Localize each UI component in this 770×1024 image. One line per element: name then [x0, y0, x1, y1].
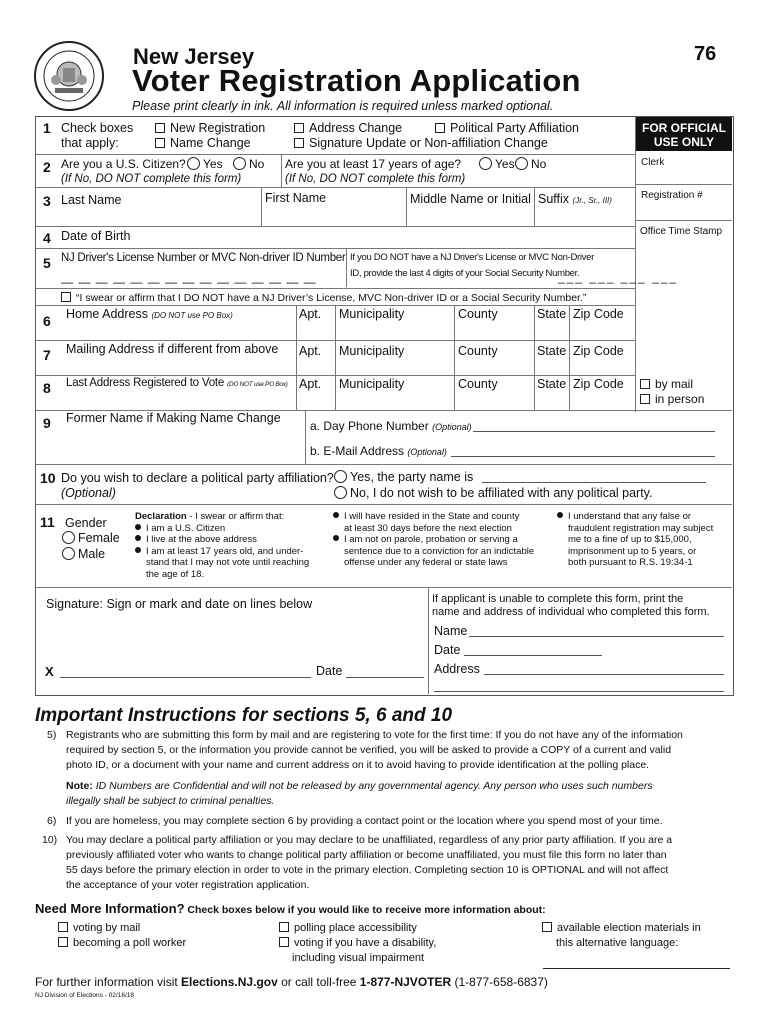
disability-label: voting if you have a disability,	[294, 937, 437, 949]
instruction-10	[66, 833, 736, 893]
day-phone-field[interactable]	[310, 419, 472, 433]
section-1-number: 1	[43, 120, 51, 136]
decl-address	[135, 534, 335, 546]
citizen-question: Are you a U.S. Citizen?	[61, 157, 186, 171]
drivers-license-label[interactable]: NJ Driver's License Number or MVC Non-driver ID Number	[61, 252, 346, 264]
gender-female-label: Female	[78, 531, 120, 545]
section-4-number: 4	[43, 230, 51, 246]
assistant-date-label: Date	[434, 643, 461, 657]
form-title: Voter Registration Application	[132, 63, 581, 98]
in-person-label: in person	[655, 392, 705, 406]
name-change-checkbox[interactable]	[155, 136, 251, 150]
citizen-no-label: No	[249, 157, 265, 171]
age-note: (If No, DO NOT complete this form)	[285, 173, 466, 185]
decl-parole-text-3: offense under any federal or state laws	[344, 557, 508, 568]
instruction-5-line-1: Registrants who are submitting this form by mail and are registering to vote for the first time: If you do not have any of the information	[66, 729, 683, 741]
suffix-field[interactable]	[538, 192, 612, 206]
decl-age	[135, 546, 335, 558]
license-number-field[interactable]: — — — — — — — — — — — — — — —	[61, 275, 317, 289]
decl-false-reg-text: I understand that any false or	[568, 511, 692, 522]
state-name: New Jersey	[133, 44, 255, 69]
alt-language-checkbox[interactable]	[542, 921, 701, 936]
form-number: 76	[694, 43, 717, 65]
age-question: Are you at least 17 years of age?	[285, 157, 462, 171]
instruction-5-number: 5)	[47, 729, 57, 741]
disability-checkbox[interactable]	[279, 936, 436, 951]
age-yes-label: Yes	[495, 157, 515, 171]
instruction-6-number: 6)	[47, 815, 57, 827]
day-phone-optional: (Optional)	[432, 422, 472, 432]
clerk-label: Clerk	[641, 157, 665, 168]
by-mail-label: by mail	[655, 377, 694, 391]
gender-label: Gender	[65, 516, 107, 530]
state-seal	[33, 40, 105, 112]
day-phone-label: a. Day Phone Number	[310, 419, 429, 433]
decl-parole-text: I am not on parole, probation or serving a	[344, 534, 518, 545]
declaration-title: Declaration	[135, 511, 187, 522]
last-zip-label[interactable]: Zip Code	[573, 377, 624, 391]
home-address-label: Home Address	[66, 307, 148, 321]
home-county-label[interactable]: County	[458, 307, 498, 321]
party-no-radio[interactable]	[334, 486, 652, 500]
age-yes-radio[interactable]	[479, 157, 515, 171]
section-6-number: 6	[43, 313, 51, 329]
party-question: Do you wish to declare a political party affiliation?	[61, 471, 334, 485]
first-name-label[interactable]: First Name	[265, 191, 327, 205]
ssn-digits-field[interactable]: ___ ___ ___ ___	[558, 270, 679, 284]
accessibility-checkbox[interactable]	[279, 921, 417, 936]
by-mail-checkbox[interactable]	[640, 377, 693, 391]
confidential-note-line-2: illegally shall be subject to criminal penalties.	[66, 795, 275, 807]
voting-by-mail-checkbox[interactable]	[58, 921, 140, 936]
confidential-note	[66, 779, 736, 809]
decl-false-reg	[557, 511, 729, 523]
party-yes-radio[interactable]	[334, 470, 473, 484]
footer-phone-numeric: (1-877-658-6837)	[451, 975, 548, 989]
confidential-note-line-1	[66, 779, 736, 794]
middle-name-label[interactable]: Middle Name or Initial	[410, 192, 531, 206]
name-change-label: Name Change	[170, 136, 251, 150]
section-3-number: 3	[43, 193, 51, 209]
ssn-alt-line-1: If you DO NOT have a NJ Driver's License or MVC Non-Driver	[350, 252, 594, 263]
no-id-affirm-checkbox[interactable]	[61, 292, 586, 304]
assistant-address-line-2[interactable]	[434, 691, 724, 692]
office-time-stamp-label: Office Time Stamp	[640, 226, 723, 237]
signature-date-line[interactable]	[346, 677, 424, 678]
no-id-affirm-label: “I swear or affirm that I DO NOT have a NJ Driver’s License, MVC Non-driver ID or a Social Security Number.”	[76, 292, 587, 304]
instruction-6: If you are homeless, you may complete section 6 by providing a contact point or the location where you spend most of your time.	[66, 815, 663, 827]
declaration-heading	[135, 511, 335, 523]
party-no-label: No, I do not wish to be affiliated with any political party.	[350, 486, 653, 500]
footer-pre: For further information visit	[35, 975, 182, 989]
footer-division: NJ Division of Elections - 02/16/18	[35, 992, 134, 999]
assistant-note-2: name and address of individual who completed this form.	[432, 606, 710, 618]
last-registered-address-label: Last Address Registered to Vote	[66, 377, 225, 389]
declaration-col-1	[135, 511, 335, 580]
mailing-municipality-label[interactable]: Municipality	[339, 344, 405, 358]
assistant-address-label: Address	[434, 662, 480, 676]
assistant-date-line[interactable]	[464, 655, 602, 656]
disability-label-2: including visual impairment	[292, 952, 425, 964]
footer-phone[interactable]: 1-877-NJVOTER	[359, 975, 452, 989]
age-no-radio[interactable]	[515, 157, 546, 171]
poll-worker-checkbox[interactable]	[58, 936, 186, 951]
check-boxes-label: Check boxes	[61, 121, 134, 135]
official-use-header	[636, 117, 732, 151]
home-address-field[interactable]	[66, 307, 233, 321]
decl-address-text: I live at the above address	[146, 534, 257, 545]
alt-language-label: available election materials in	[557, 922, 701, 934]
gender-male-label: Male	[78, 547, 106, 561]
date-of-birth-label[interactable]: Date of Birth	[61, 229, 131, 243]
assistant-name-label: Name	[434, 624, 468, 638]
alt-language-label-2: this alternative language:	[556, 937, 679, 949]
mailing-apt-label[interactable]: Apt.	[299, 344, 322, 358]
official-heading-1: FOR OFFICIAL	[642, 121, 726, 135]
mailing-zip-label[interactable]: Zip Code	[573, 344, 624, 358]
section-8-number: 8	[43, 380, 51, 396]
suffix-label: Suffix	[538, 192, 570, 206]
home-state-label[interactable]: State	[537, 307, 567, 321]
declaration-col-3	[557, 511, 729, 569]
citizen-yes-radio[interactable]	[187, 157, 223, 171]
decl-citizen	[135, 523, 335, 535]
last-municipality-label[interactable]: Municipality	[339, 377, 405, 391]
gender-female-radio[interactable]	[62, 531, 120, 545]
email-label: b. E-Mail Address	[310, 444, 405, 458]
note-label: Note:	[66, 780, 93, 792]
party-affiliation-label: Political Party Affiliation	[450, 121, 579, 135]
instruction-5	[66, 728, 736, 773]
new-registration-label: New Registration	[170, 121, 266, 135]
party-affiliation-checkbox[interactable]	[435, 121, 579, 135]
decl-false-reg-text-5: both pursuant to R.S. 19:34-1	[568, 557, 693, 568]
decl-false-reg-text-2: fraudulent registration may subject	[568, 522, 714, 534]
declaration-col-2	[333, 511, 558, 569]
suffix-note: (Jr., Sr., III)	[572, 196, 612, 205]
declaration-intro: - I swear or affirm that:	[186, 511, 285, 522]
last-state-label[interactable]: State	[537, 377, 567, 391]
official-heading-2: USE ONLY	[653, 135, 715, 149]
ssn-alt-line-2: ID, provide the last 4 digits of your Social Security Number.	[350, 268, 580, 279]
decl-age-text-2: stand that I may not vote until reaching	[146, 557, 310, 568]
email-field[interactable]	[310, 444, 447, 458]
decl-parole	[333, 534, 558, 546]
mailing-address-label[interactable]: Mailing Address if different from above	[66, 342, 279, 356]
decl-false-reg-text-3: me to a fine of up to $15,000,	[568, 534, 692, 545]
former-name-label[interactable]: Former Name if Making Name Change	[66, 411, 281, 425]
decl-residence-text: I will have resided in the State and county	[344, 511, 520, 522]
assistant-name-line[interactable]	[469, 636, 724, 637]
last-registered-address-note: (DO NOT use PO Box)	[227, 381, 288, 388]
citizen-note: (If No, DO NOT complete this form)	[61, 173, 242, 185]
address-change-label: Address Change	[309, 121, 403, 135]
more-info-heading	[35, 900, 546, 918]
instructions-heading: Important Instructions for sections 5, 6 and 10	[35, 705, 453, 726]
instruction-10-line-4: the acceptance of your voter registration application.	[66, 879, 310, 891]
gender-male-radio[interactable]	[62, 547, 105, 561]
party-optional: (Optional)	[61, 486, 116, 500]
instruction-10-line-2: previously affiliated voter who wants to change political party affiliation or become unaffiliated, you must file this form no later than	[66, 849, 667, 861]
footer-website-link[interactable]: Elections.NJ.gov	[181, 975, 278, 989]
more-info-title: Need More Information?	[35, 901, 185, 916]
new-registration-checkbox[interactable]	[155, 121, 265, 135]
decl-parole-text-2: sentence due to a conviction for an indictable	[344, 545, 535, 557]
poll-worker-label: becoming a poll worker	[73, 937, 187, 949]
more-info-subtitle: Check boxes below if you would like to receive more information about:	[184, 904, 546, 916]
age-no-label: No	[531, 157, 547, 171]
decl-residence	[333, 511, 558, 523]
instruction-5-line-2: required by section 5, or the information you provide cannot be verified, you will be asked to provide a COPY of a current and valid	[66, 744, 672, 756]
instruction-10-line-1: You may declare a political party affiliation or you may declare to be unaffiliated, regardless of any prior party affiliation. If you are a	[66, 834, 673, 846]
voting-by-mail-label: voting by mail	[73, 922, 141, 934]
email-optional: (Optional)	[407, 447, 447, 457]
signature-update-label: Signature Update or Non-affiliation Change	[309, 136, 548, 150]
address-change-checkbox[interactable]	[294, 121, 402, 135]
citizen-yes-label: Yes	[203, 157, 223, 171]
signature-update-checkbox[interactable]	[294, 136, 548, 150]
decl-false-reg-text-4: imprisonment up to 5 years, or	[568, 545, 697, 557]
home-zip-label[interactable]: Zip Code	[573, 307, 624, 321]
assistant-address-line[interactable]	[484, 674, 724, 675]
registration-number-label: Registration #	[641, 190, 703, 201]
last-registered-address-field[interactable]	[66, 377, 288, 389]
decl-residence-text-2: at least 30 days before the next election	[344, 522, 512, 534]
section-7-number: 7	[43, 347, 51, 363]
home-apt-label[interactable]: Apt.	[299, 307, 322, 321]
assistant-note-1: If applicant is unable to complete this form, print the	[432, 593, 684, 605]
form-subtitle: Please print clearly in ink. All information is required unless marked optional.	[132, 99, 554, 113]
instruction-5-line-3: photo ID, or a document with your name and current address on it to avoid having to provide identification at the polling place.	[66, 759, 650, 771]
section-5-number: 5	[43, 255, 51, 271]
home-address-note: (DO NOT use PO Box)	[151, 311, 233, 320]
signature-label: Signature: Sign or mark and date on lines below	[46, 597, 313, 611]
note-text: ID Numbers are Confidential and will not be released by any governmental agency. Any person who uses such numbers	[92, 780, 653, 792]
home-municipality-label[interactable]: Municipality	[339, 307, 405, 321]
section-2-number: 2	[43, 159, 51, 175]
section-10-number: 10	[40, 470, 56, 486]
section-11-number: 11	[40, 514, 55, 530]
party-yes-label: Yes, the party name is	[350, 470, 474, 484]
decl-age-text: I am at least 17 years old, and under-	[146, 545, 304, 557]
alt-language-line[interactable]	[543, 968, 730, 969]
signature-line[interactable]	[60, 677, 311, 678]
decl-citizen-text: I am a U.S. Citizen	[146, 522, 226, 534]
last-apt-label[interactable]: Apt.	[299, 377, 322, 391]
in-person-checkbox[interactable]	[640, 392, 704, 406]
last-county-label[interactable]: County	[458, 377, 498, 391]
instruction-10-line-3: 55 days before the primary election in order to vote in the primary election. Completing section 10 is OPTIONAL and will not affect	[66, 864, 669, 876]
footer-mid: or call toll-free	[277, 975, 360, 989]
signature-date-label: Date	[316, 664, 343, 678]
signature-x-mark: X	[45, 664, 54, 679]
mailing-state-label[interactable]: State	[537, 344, 567, 358]
accessibility-label: polling place accessibility	[294, 922, 417, 934]
instruction-10-number: 10)	[42, 834, 58, 846]
last-name-label[interactable]: Last Name	[61, 193, 122, 207]
footer-contact	[35, 975, 548, 989]
citizen-no-radio[interactable]	[233, 157, 264, 171]
section-9-number: 9	[43, 415, 51, 431]
decl-age-text-3: the age of 18.	[146, 568, 205, 580]
that-apply-label: that apply:	[61, 136, 119, 150]
mailing-county-label[interactable]: County	[458, 344, 498, 358]
